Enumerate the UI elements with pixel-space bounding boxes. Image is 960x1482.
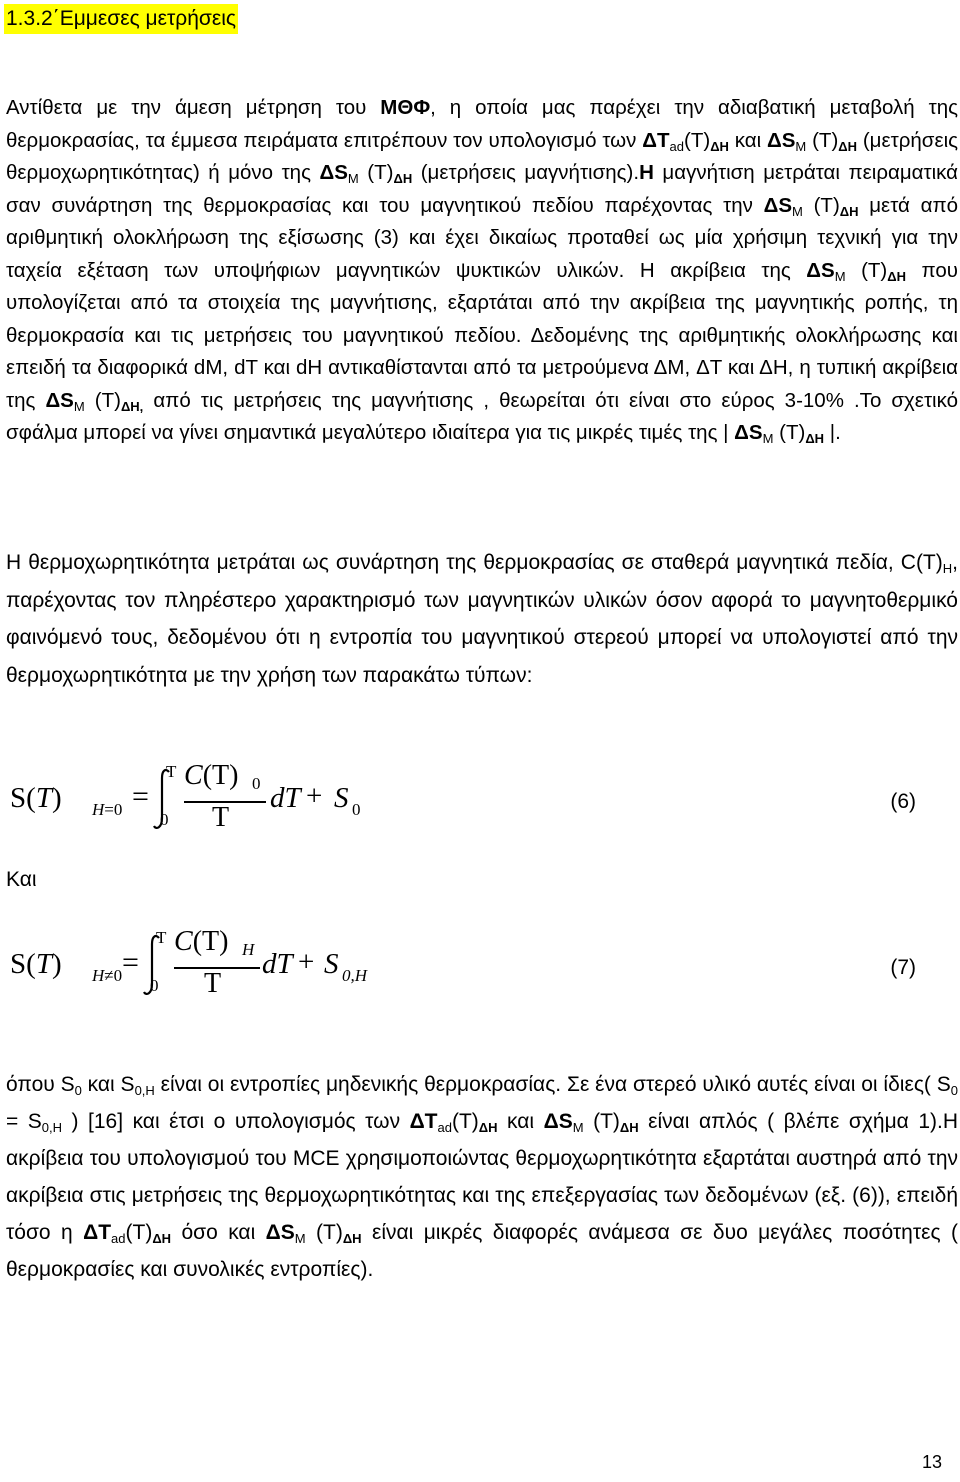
subscript: 0,H <box>134 1083 155 1098</box>
text: και S <box>81 1073 135 1096</box>
eq-dT: dT <box>262 948 293 980</box>
abs-bar: | <box>723 421 729 444</box>
text: , η οποία μας παρέχει την αδιαβατική μεταβολή της θερμοκρασίας, τα έμμεσα πειράματα επιτρέπουν τον υπολογισμό των <box>6 96 958 152</box>
eq-upper-limit: T <box>166 762 177 781</box>
eq-H-sub: H <box>92 966 105 985</box>
subscript: M <box>762 431 774 446</box>
subscript: ΔH <box>839 203 859 219</box>
equation-6 <box>0 760 960 870</box>
subscript: ΔH <box>152 1231 172 1246</box>
text: = S <box>6 1110 42 1133</box>
eq-T: T <box>35 782 52 814</box>
subscript: ad <box>669 138 684 154</box>
subscript: ΔH <box>478 1120 498 1135</box>
eq-num-T: (T) <box>192 926 229 957</box>
text: (T) <box>94 388 121 412</box>
eq-sub-cond: ≠0 <box>104 966 123 985</box>
eq-lower-limit: 0 <box>160 810 169 829</box>
text: (T) <box>125 1221 153 1244</box>
eq-denominator: T <box>212 802 230 833</box>
text: (T) <box>583 1110 620 1133</box>
equation-number-7: (7) <box>890 956 916 979</box>
eq-H-sub: H <box>92 800 105 819</box>
text: (T) <box>845 258 888 282</box>
equation-7 <box>0 924 960 1034</box>
eq-S: S <box>10 948 27 980</box>
subscript: 0 <box>74 1083 82 1098</box>
text: που υπολογίζεται από τα στοιχεία της μαγνήτισης, εξαρτάται από την ακρίβεια της μαγνητικής ροπής, τη θερμοκρασία και τις μετρήσεις του μαγνητικού πεδίου. Δεδομένης της αριθμητικής ολοκλήρωσης και επειδή τα διαφορικά dM, dT και dH αντικαθίστανται από τα μετρούμενα ΔM, ΔT και ΔH, η τυπική ακρίβεια της <box>6 258 958 412</box>
text: όσο και <box>171 1221 266 1244</box>
eq-lower-limit: 0 <box>150 976 159 995</box>
paren: ( <box>26 948 36 980</box>
acronym-mce: ΜΘΦ <box>380 96 431 119</box>
symbol: ΔS <box>45 388 74 412</box>
subscript: ΔH <box>805 431 825 446</box>
eq-sub-cond: =0 <box>104 800 123 819</box>
symbol: ΔT <box>409 1110 438 1133</box>
subscript: M <box>294 1231 306 1246</box>
text: και <box>728 128 767 152</box>
text: Η θερμοχωρητικότητα μετράται ως συνάρτηση της θερμοκρασίας σε σταθερά μαγνητικά πεδία, C(T) <box>6 551 943 574</box>
symbol: ΔS <box>734 421 763 444</box>
symbol: ΔT <box>83 1221 112 1244</box>
eq-denominator: T <box>204 968 222 999</box>
subscript: ΔH <box>710 138 729 154</box>
text: μετά από αριθμητική ολοκλήρωση της εξίσωσης (3) και έχει δικαίως προταθεί ως μία χρήσιμη τεχνική για την ταχεία εξέταση των υποψήφιων μαγνητικών ψυκτικών υλικών. Η ακρίβεια της <box>6 193 958 282</box>
eq-plus: + <box>298 946 315 978</box>
text: είναι οι εντροπίες μηδενικής θερμοκρασίας. Σε ένα στερεό υλικό αυτές είναι οι ίδιες( S <box>154 1073 951 1096</box>
paragraph-indirect-measurements <box>6 92 958 450</box>
text: (T) <box>802 193 840 217</box>
eq-S: S <box>10 782 27 814</box>
subscript: M <box>572 1120 584 1135</box>
text: |. <box>824 421 841 444</box>
subscript: ΔH <box>342 1231 362 1246</box>
eq-plus: + <box>306 780 323 812</box>
subscript: M <box>795 138 807 154</box>
paren: ( <box>26 782 36 814</box>
text: από τις μετρήσεις της μαγνήτισης , θεωρείται ότι είναι στο εύρος 3-10% .Το σχετικό σφάλμα μπορεί να γίνει σημαντικά μεγαλύτερο ιδιαίτερα για τις μικρές τιμές της <box>6 388 958 444</box>
text: (T) <box>451 1110 479 1133</box>
symbol: ΔS <box>319 161 348 184</box>
eq-S0-sub: 0,H <box>342 966 368 985</box>
eq-dT: dT <box>270 782 301 814</box>
text: (T) <box>684 128 711 152</box>
symbol: ΔT <box>642 128 670 152</box>
paragraph-zero-entropy <box>6 1066 958 1288</box>
paren: ) <box>51 948 62 980</box>
section-heading: 1.3.2΄Εμμεσες μετρήσεις <box>4 4 238 34</box>
text: είναι μικρές διαφορές ανάμεσα σε δυο μεγάλες ποσότητες ( θερμοκρασίες και συνολικές εντροπίες). <box>6 1221 959 1281</box>
subscript: M <box>834 268 846 284</box>
text: όπου S <box>6 1073 75 1096</box>
text: ) [16] και έτσι ο υπολογισμός των <box>62 1110 410 1133</box>
symbol: ΔS <box>543 1110 573 1133</box>
subscript: ad <box>437 1120 452 1135</box>
page-number: 13 <box>921 1452 942 1472</box>
equation-number-6: (6) <box>890 790 916 813</box>
text: (μετρήσεις μαγνήτισης). <box>412 161 640 184</box>
eq-equals: = <box>132 780 149 813</box>
subscript: ad <box>111 1231 126 1246</box>
eq-S0: S <box>334 782 349 814</box>
eq-T: T <box>35 948 52 980</box>
subscript: M <box>73 398 85 414</box>
symbol: ΔS <box>265 1221 295 1244</box>
paragraph-heat-capacity <box>6 544 958 694</box>
eq-C: C <box>184 760 203 791</box>
subscript: ΔH <box>393 171 413 186</box>
subscript: 0,H <box>41 1120 63 1135</box>
symbol: ΔS <box>806 258 835 282</box>
subscript: ΔH <box>887 268 906 284</box>
text: μαγνήτιση μετράται πειραματικά σαν συνάρτηση της θερμοκρασίας και του μαγνητικού πεδίου παρέχοντας την <box>6 161 958 217</box>
eq-S0: S <box>324 948 339 980</box>
subscript: M <box>347 171 359 186</box>
subscript: ΔH <box>838 138 858 154</box>
connector-word: Και <box>6 868 37 891</box>
text: (T) <box>367 161 394 184</box>
subscript: ΔH <box>619 1120 639 1135</box>
subscript: 0 <box>950 1083 959 1098</box>
subscript: H <box>942 561 953 576</box>
eq-S0-sub: 0 <box>352 800 361 819</box>
text: είναι απλός ( βλέπε σχήμα 1).Η ακρίβεια του υπολογισμού του MCE χρησιμοποιώντας θερμοχωρητικότητα εξαρτάται αυστηρά από την ακρίβεια στις μετρήσεις της θερμοχωρητικότητας και της επεξεργασίας των δεδομένων (εξ. (6)), επειδή τόσο η <box>6 1110 958 1244</box>
subscript: M <box>792 203 803 219</box>
text-bold: Η <box>639 161 654 184</box>
text: και <box>497 1110 544 1133</box>
symbol: ΔS <box>767 128 796 152</box>
paren: ) <box>51 782 62 814</box>
text: (μετρήσεις θερμοχωρητικότητας) ή μόνο της <box>6 128 959 184</box>
eq-num-sub: H <box>242 940 255 959</box>
eq-upper-limit: T <box>156 928 167 947</box>
subscript: ΔH, <box>120 398 144 414</box>
eq-num-sub: 0 <box>252 774 261 793</box>
text: (T) <box>305 1221 343 1244</box>
symbol: ΔS <box>763 193 793 217</box>
text: (T) <box>806 128 839 152</box>
eq-num-T: (T) <box>202 760 239 791</box>
eq-C: C <box>174 926 193 957</box>
text: (T) <box>779 421 806 444</box>
eq-equals: = <box>122 946 139 979</box>
text: Αντίθετα με την άμεση μέτρηση του <box>6 96 381 119</box>
text: , παρέχοντας τον πληρέστερο χαρακτηρισμό των μαγνητικών υλικών όσον αφορά το μαγνητοθερμικό φαινόμενό τους, δεδομένου ότι η εντροπία του μαγνητικού στερεού μπορεί να υπολογιστεί από την θερμοχωρητικότητα με την χρήση των παρακάτω τύπων: <box>6 551 958 687</box>
